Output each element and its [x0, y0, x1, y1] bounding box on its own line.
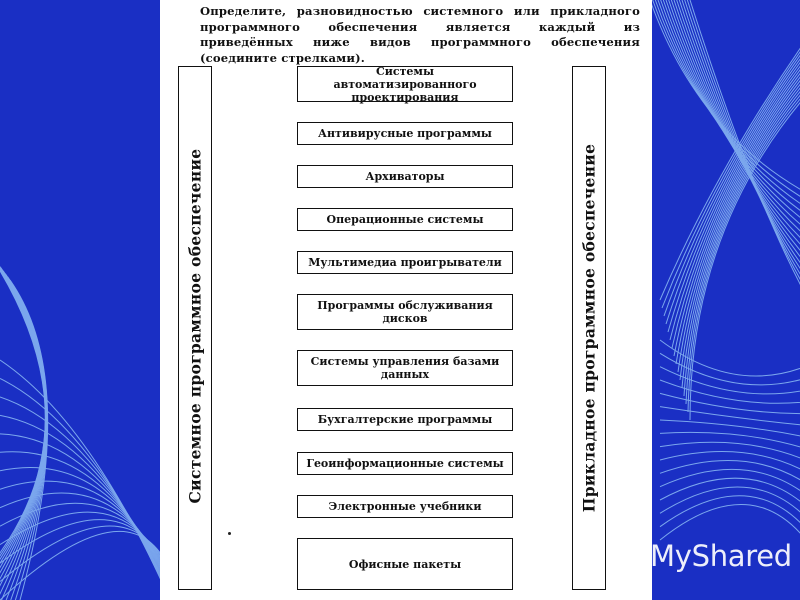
task-instruction: Определите, разновидностью системного или прикладного программного обеспечения является каждый из приведённых ниже видов программного обеспечения (соедините стрелками). — [200, 4, 640, 65]
item-disk-utilities[interactable]: Программы обслуживания дисков — [297, 294, 513, 330]
item-e-textbooks[interactable]: Электронные учебники — [297, 495, 513, 518]
myshared-watermark — [606, 536, 792, 576]
item-dbms[interactable]: Системы управления базами данных — [297, 350, 513, 386]
worksheet-page — [160, 0, 652, 600]
item-accounting-programs[interactable]: Бухгалтерские программы — [297, 408, 513, 431]
presentation-icon — [606, 537, 644, 575]
item-cad-systems[interactable]: Системы автоматизированного проектирования — [297, 66, 513, 102]
ink-dot — [228, 532, 231, 535]
item-operating-systems[interactable]: Операционные системы — [297, 208, 513, 231]
watermark-text: MyShared — [650, 539, 792, 573]
item-office-suites[interactable]: Офисные пакеты — [297, 538, 513, 590]
item-antivirus[interactable]: Антивирусные программы — [297, 122, 513, 145]
system-software-category[interactable] — [178, 66, 212, 590]
item-gis[interactable]: Геоинформационные системы — [297, 452, 513, 475]
system-software-label: Системное программное обеспечение — [185, 148, 205, 504]
application-software-label: Прикладное программное обеспечение — [579, 143, 599, 513]
item-multimedia-players[interactable]: Мультимедиа проигрыватели — [297, 251, 513, 274]
item-archivers[interactable]: Архиваторы — [297, 165, 513, 188]
application-software-category[interactable] — [572, 66, 606, 590]
